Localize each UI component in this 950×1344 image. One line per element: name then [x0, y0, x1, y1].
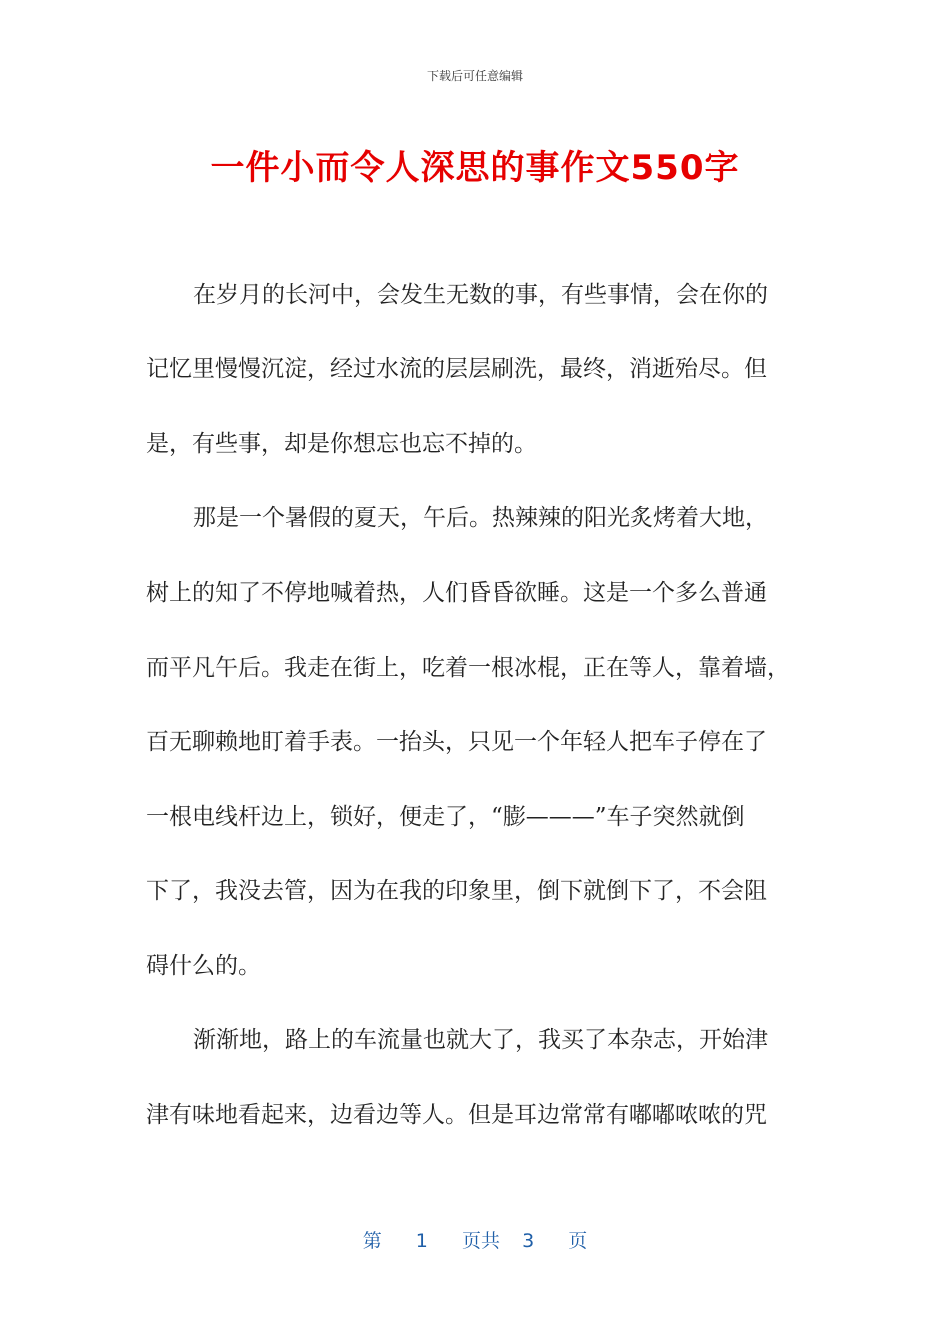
paragraph-line: 渐渐地，路上的车流量也就大了，我买了本杂志，开始津: [193, 1027, 768, 1053]
paragraph-line: 在岁月的长河中，会发生无数的事，有些事情，会在你的: [193, 282, 768, 308]
footer-suffix: 页: [568, 1230, 588, 1252]
page-number-footer: [0, 1226, 950, 1253]
paragraph-line: 一根电线杆边上，锁好，便走了，“膨———”车子突然就倒: [146, 804, 745, 830]
paragraph-line: 百无聊赖地盯着手表。一抬头，只见一个年轻人把车子停在了: [146, 729, 767, 755]
paragraph-line: 而平凡午后。我走在街上，吃着一根冰棍，正在等人，靠着墙，: [146, 655, 790, 681]
paragraph-line: 下了，我没去管，因为在我的印象里，倒下就倒下了，不会阻: [146, 878, 767, 904]
footer-middle: 页共: [461, 1230, 500, 1252]
total-page-count: 3: [522, 1230, 535, 1252]
header-note: 下载后可任意编辑: [426, 69, 523, 83]
document-title: 一件小而令人深思的事作文550字: [210, 148, 740, 188]
paragraph-line: 那是一个暑假的夏天，午后。热辣辣的阳光炙烤着大地，: [193, 505, 768, 531]
paragraph-line: 是，有些事，却是你想忘也忘不掉的。: [146, 431, 537, 457]
paragraph-line: 碍什么的。: [146, 953, 261, 979]
paragraph-line: 津有味地看起来，边看边等人。但是耳边常常有嘟嘟哝哝的咒: [146, 1102, 767, 1128]
current-page-number: 1: [415, 1230, 428, 1252]
paragraph-line: 树上的知了不停地喊着热，人们昏昏欲睡。这是一个多么普通: [146, 580, 767, 606]
footer-prefix: 第: [362, 1230, 382, 1252]
paragraph-line: 记忆里慢慢沉淀，经过水流的层层刷洗，最终，消逝殆尽。但: [146, 356, 767, 382]
